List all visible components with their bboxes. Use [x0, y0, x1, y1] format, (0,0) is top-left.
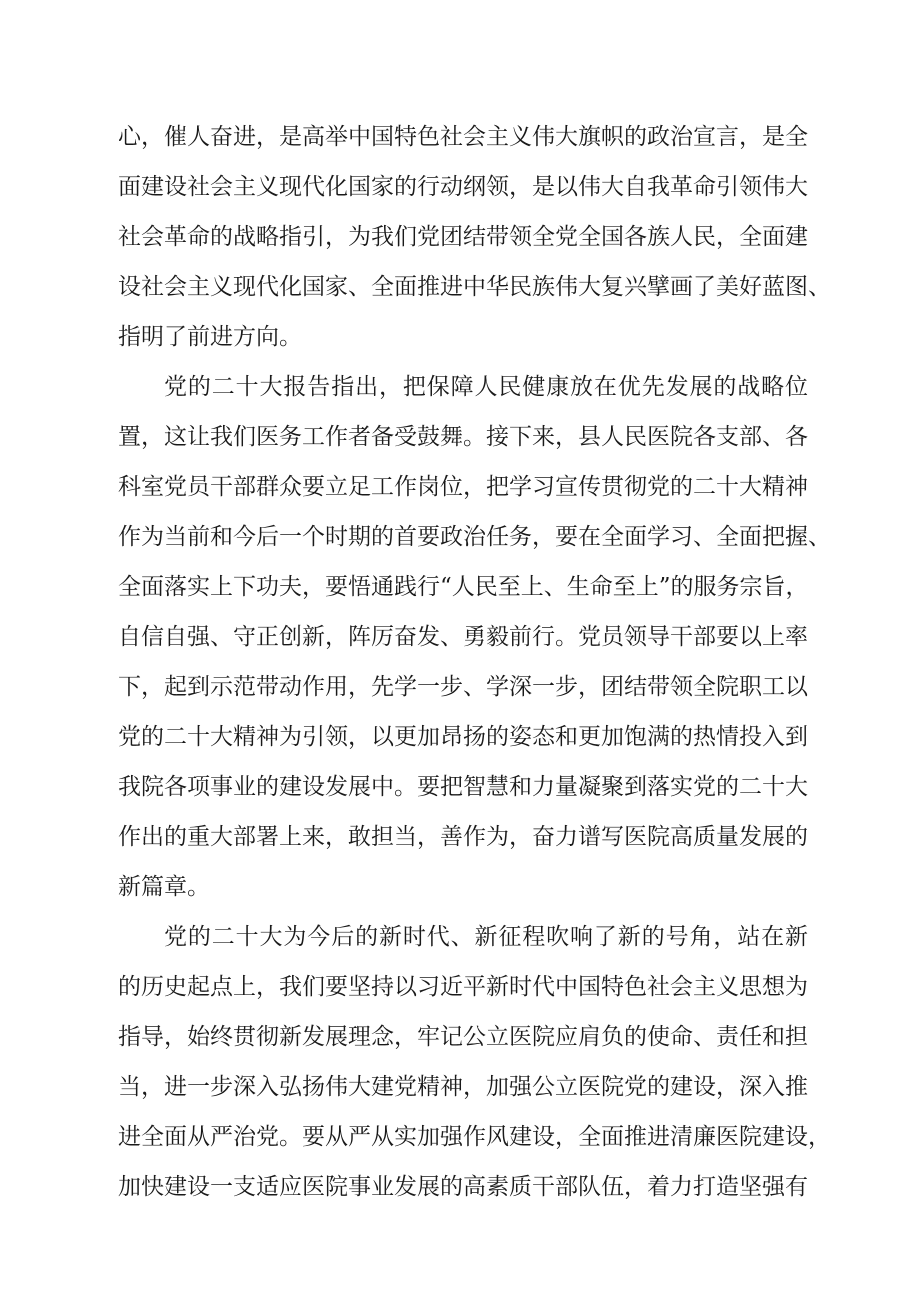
paragraph-3-line-6: 加快建设一支适应医院事业发展的高素质干部队伍，着力打造坚强有	[118, 1174, 808, 1200]
paragraph-2-line-5: 全面落实上下功夫，要悟通践行“人民至上、生命至上”的服务宗旨，	[118, 574, 809, 600]
paragraph-1-line-2: 面建设社会主义现代化国家的行动纲领，是以伟大自我革命引领伟大	[118, 174, 808, 200]
paragraph-2-line-7: 下，起到示范带动作用，先学一步、学深一步，团结带领全院职工以	[118, 674, 808, 700]
paragraph-3-line-3: 指导，始终贯彻新发展理念，牢记公立医院应肩负的使命、责任和担	[118, 1024, 808, 1050]
paragraph-2-line-1: 党的二十大报告指出，把保障人民健康放在优先发展的战略位	[164, 374, 808, 400]
paragraph-2-line-11: 新篇章。	[118, 874, 210, 900]
paragraph-3-line-4: 当，进一步深入弘扬伟大建党精神，加强公立医院党的建设，深入推	[118, 1074, 808, 1100]
paragraph-3-line-2: 的历史起点上，我们要坚持以习近平新时代中国特色社会主义思想为	[118, 974, 808, 1000]
paragraph-2-line-6: 自信自强、守正创新，阵厉奋发、勇毅前行。党员领导干部要以上率	[118, 624, 808, 650]
paragraph-1-line-4: 设社会主义现代化国家、全面推进中华民族伟大复兴擘画了美好蓝图、	[118, 274, 831, 300]
paragraph-1-line-1: 心，催人奋进，是高举中国特色社会主义伟大旗帜的政治宣言，是全	[118, 124, 808, 150]
paragraph-2-line-2: 置，这让我们医务工作者备受鼓舞。接下来，县人民医院各支部、各	[118, 424, 808, 450]
paragraph-2-line-10: 作出的重大部署上来，敢担当，善作为，奋力谱写医院高质量发展的	[118, 824, 808, 850]
paragraph-2-line-9: 我院各项事业的建设发展中。要把智慧和力量凝聚到落实党的二十大	[118, 774, 808, 800]
paragraph-1-line-3: 社会革命的战略指引，为我们党团结带领全党全国各族人民，全面建	[118, 224, 808, 250]
paragraph-1-line-5: 指明了前进方向。	[118, 324, 302, 350]
paragraph-2-line-4: 作为当前和今后一个时期的首要政治任务，要在全面学习、全面把握、	[118, 524, 831, 550]
paragraph-3-line-5: 进全面从严治党。要从严从实加强作风建设，全面推进清廉医院建设，	[118, 1124, 831, 1150]
paragraph-2-line-8: 党的二十大精神为引领，以更加昂扬的姿态和更加饱满的热情投入到	[118, 724, 808, 750]
paragraph-2-line-3: 科室党员干部群众要立足工作岗位，把学习宣传贯彻党的二十大精神	[118, 474, 808, 500]
paragraph-3-line-1: 党的二十大为今后的新时代、新征程吹响了新的号角，站在新	[164, 924, 808, 950]
